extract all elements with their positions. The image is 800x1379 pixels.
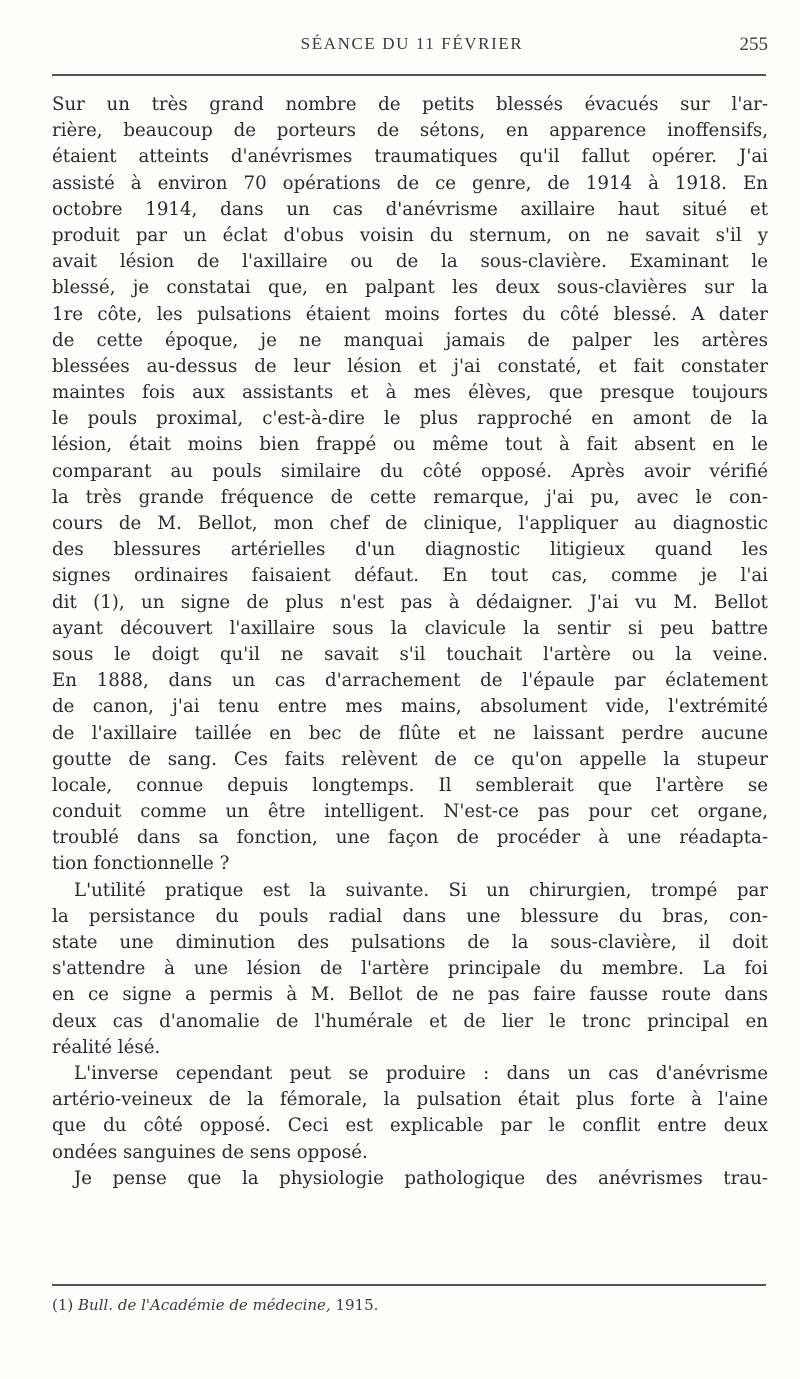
page-header-title: SÉANCE DU 11 FÉVRIER [300, 34, 524, 53]
text-line: maintes fois aux assistants et à mes élèves, que presque toujours [52, 382, 768, 404]
text-line: le pouls proximal, c'est-à-dire le plus rapproché en amont de la [52, 408, 768, 430]
text-line: dit (1), un signe de plus n'est pas à dédaigner. J'ai vu M. Bellot [52, 591, 768, 613]
text-line: tion fonctionnelle ? [52, 853, 230, 875]
footnote-rule [52, 1284, 766, 1286]
text-line: Je pense que la physiologie pathologique des anévrismes trau- [74, 1167, 768, 1189]
text-line: troublé dans sa fonction, une façon de procéder à une réadapta- [52, 827, 768, 849]
footnote [52, 1294, 378, 1316]
text-line: conduit comme un être intelligent. N'est-ce pas pour cet organe, [52, 801, 768, 823]
text-line: réalité lésé. [52, 1036, 161, 1058]
text-line: assisté à environ 70 opérations de ce genre, de 1914 à 1918. En [52, 172, 768, 194]
text-line: étaient atteints d'anévrismes traumatiques qu'il fallut opérer. J'ai [52, 146, 768, 168]
text-line: des blessures artérielles d'un diagnostic litigieux quand les [52, 539, 768, 561]
text-line: 1re côte, les pulsations étaient moins fortes du côté blessé. A dater [52, 303, 768, 325]
text-line: blessé, je constatai que, en palpant les deux sous-clavières sur la [52, 277, 768, 299]
text-line: la persistance du pouls radial dans une blessure du bras, con- [52, 905, 768, 927]
text-line: la très grande fréquence de cette remarque, j'ai pu, avec le con- [52, 486, 768, 508]
text-line: avait lésion de l'axillaire ou de la sous-clavière. Examinant le [52, 251, 768, 273]
text-line: locale, connue depuis longtemps. Il semblerait que l'artère se [52, 774, 768, 796]
text-line: de canon, j'ai tenu entre mes mains, absolument vide, l'extrémité [52, 696, 768, 718]
text-line: state une diminution des pulsations de la sous-clavière, il doit [52, 932, 768, 953]
text-line: rière, beaucoup de porteurs de sétons, en apparence inoffensifs, [52, 120, 768, 142]
footnote-marker: (1) [52, 1296, 74, 1314]
running-head [52, 34, 772, 58]
text-line: ondées sanguines de sens opposé. [52, 1141, 368, 1163]
text-line: L'utilité pratique est la suivante. Si un chirurgien, trompé par [74, 879, 768, 901]
text-line: artério-veineux de la fémorale, la pulsation était plus forte à l'aine [52, 1089, 768, 1111]
body-text [52, 92, 768, 1192]
text-line: cours de M. Bellot, mon chef de clinique, l'appliquer au diagnostic [52, 513, 768, 534]
footnote-source: Bull. de l'Académie de médecine, [78, 1296, 331, 1314]
text-line: comparant au pouls similaire du côté opposé. Après avoir vérifié [52, 460, 768, 482]
text-line: en ce signe a permis à M. Bellot de ne pas faire fausse route dans [52, 984, 768, 1006]
text-line: lésion, était moins bien frappé ou même tout à fait absent en le [52, 434, 768, 456]
text-line: s'attendre à une lésion de l'artère principale du membre. La foi [52, 958, 768, 980]
header-rule [52, 74, 766, 76]
text-line: goutte de sang. Ces faits relèvent de ce qu'on appelle la stupeur [52, 748, 768, 770]
text-line: blessées au-dessus de leur lésion et j'ai constaté, et fait constater [52, 355, 768, 377]
text-line: de l'axillaire taillée en bec de flûte et ne laissant perdre aucune [52, 722, 768, 744]
text-line: ayant découvert l'axillaire sous la clavicule la sentir si peu battre [52, 617, 768, 639]
text-line: sous le doigt qu'il ne savait s'il touchait l'artère ou la veine. [52, 643, 768, 665]
text-line: deux cas d'anomalie de l'humérale et de lier le tronc principal en [52, 1010, 768, 1032]
text-line: de cette époque, je ne manquai jamais de palper les artères [52, 329, 768, 351]
text-line: que du côté opposé. Ceci est explicable par le conflit entre deux [52, 1115, 768, 1137]
text-line: octobre 1914, dans un cas d'anévrisme axillaire haut situé et [52, 198, 768, 220]
text-line: En 1888, dans un cas d'arrachement de l'épaule par éclatement [52, 670, 768, 692]
text-line: produit par un éclat d'obus voisin du sternum, on ne savait s'il y [52, 224, 768, 246]
text-line: L'inverse cependant peut se produire : dans un cas d'anévrisme [74, 1062, 768, 1084]
page-number: 255 [739, 34, 768, 55]
footnote-year: 1915. [335, 1296, 379, 1314]
text-line: signes ordinaires faisaient défaut. En tout cas, comme je l'ai [52, 565, 768, 587]
text-line: Sur un très grand nombre de petits blessés évacués sur l'ar- [52, 94, 768, 115]
